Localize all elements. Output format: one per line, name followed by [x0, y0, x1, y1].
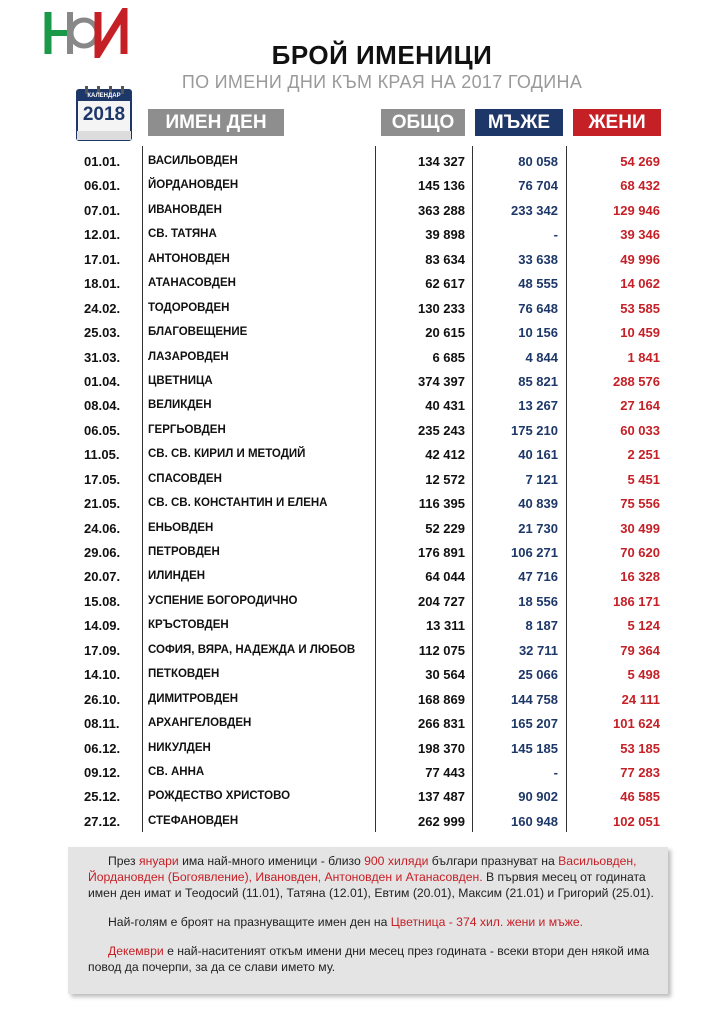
row-name: ЕНЬОВДЕН: [148, 521, 214, 534]
table-row: [0, 517, 724, 541]
table-row: [0, 272, 724, 296]
row-total: 42 412: [425, 447, 465, 463]
row-women: 77 283: [620, 764, 660, 780]
page-title: БРОЙ ИМЕНИЦИ: [271, 40, 493, 70]
row-name: СОФИЯ, ВЯРА, НАДЕЖДА И ЛЮБОВ: [148, 643, 356, 656]
row-name: ТОДОРОВДЕН: [148, 301, 230, 314]
row-name: ВЕЛИКДЕН: [148, 399, 212, 412]
row-name: СВ. СВ. КОНСТАНТИН И ЕЛЕНА: [148, 497, 328, 510]
row-date: 17.09.: [84, 642, 121, 658]
note-highlight: Декември: [108, 944, 164, 958]
row-date: 08.11.: [84, 716, 120, 732]
row-total: 30 564: [425, 667, 465, 683]
row-women: 5 124: [627, 618, 660, 634]
note-highlight: 900 хиляди: [364, 854, 429, 868]
row-date: 06.01.: [84, 178, 121, 194]
row-total: 6 685: [432, 349, 465, 365]
row-men: 18 556: [518, 593, 558, 609]
row-date: 26.10.: [84, 691, 121, 707]
row-men: 76 648: [518, 300, 558, 316]
row-men: -: [553, 227, 558, 243]
row-total: 62 617: [425, 276, 465, 292]
row-name: ЙОРДАНОВДЕН: [148, 179, 239, 192]
row-total: 134 327: [418, 154, 465, 169]
table-row: [0, 394, 724, 418]
row-total: 374 397: [418, 373, 465, 389]
row-name: ИЛИНДЕН: [148, 570, 206, 583]
row-total: 204 727: [418, 593, 465, 609]
table-row: [0, 346, 724, 370]
row-date: 21.05.: [84, 496, 121, 512]
table-row: [0, 565, 724, 589]
row-men: 47 716: [518, 569, 558, 585]
row-women: 101 624: [613, 716, 660, 732]
notes-box: [68, 847, 668, 994]
row-women: 5 451: [627, 471, 660, 487]
row-name: ВАСИЛЬОВДЕН: [148, 155, 238, 167]
row-date: 06.12.: [84, 740, 121, 756]
row-men: 80 058: [518, 154, 558, 169]
row-total: 20 615: [425, 325, 465, 341]
row-women: 49 996: [620, 251, 660, 267]
row-date: 20.07.: [84, 569, 121, 585]
table-row: [0, 541, 724, 565]
row-date: 29.06.: [84, 545, 121, 560]
row-women: 10 459: [620, 325, 660, 341]
row-women: 70 620: [620, 545, 660, 560]
table-row: [0, 639, 724, 663]
row-name: АРХАНГЕЛОВДЕН: [148, 717, 252, 730]
row-total: 12 572: [425, 471, 465, 487]
row-men: 90 902: [518, 789, 558, 805]
row-name: КРЪСТОВДЕН: [148, 619, 229, 632]
table-row: [0, 174, 724, 198]
row-total: 363 288: [418, 202, 465, 218]
row-date: 01.04.: [84, 373, 121, 389]
row-women: 27 164: [620, 398, 660, 414]
row-men: 76 704: [518, 178, 558, 194]
column-header-women: ЖЕНИ: [573, 109, 661, 136]
row-name: ЛАЗАРОВДЕН: [148, 350, 229, 363]
column-header-men: МЪЖЕ: [475, 109, 563, 136]
row-date: 01.01.: [84, 154, 121, 169]
row-women: 68 432: [620, 178, 660, 194]
row-date: 12.01.: [84, 227, 121, 243]
row-date: 18.01.: [84, 276, 121, 292]
table-row: [0, 223, 724, 247]
row-name: СВ. АННА: [148, 765, 205, 778]
row-women: 14 062: [620, 276, 660, 292]
row-total: 262 999: [418, 813, 465, 829]
row-total: 176 891: [418, 545, 465, 560]
row-date: 07.01.: [84, 202, 121, 218]
row-name: ДИМИТРОВДЕН: [148, 692, 239, 705]
calendar-label: КАЛЕНДАР: [87, 93, 121, 99]
row-date: 15.08.: [84, 593, 121, 609]
note-paragraph: [88, 943, 654, 975]
row-date: 14.09.: [84, 618, 121, 634]
note-text: е най-наситеният откъм имени дни месец през годината - всеки втори ден някой има повод да почерпи, за да се слави името му.: [88, 944, 650, 974]
row-total: 77 443: [425, 764, 465, 780]
row-men: 21 730: [518, 520, 558, 536]
row-name: ПЕТКОВДЕН: [148, 668, 220, 681]
row-name: НИКУЛДЕН: [148, 741, 211, 754]
row-women: 75 556: [620, 496, 660, 512]
calendar-year: 2018: [82, 104, 126, 125]
row-women: 53 185: [620, 740, 660, 756]
row-women: 30 499: [620, 520, 660, 536]
table-row: [0, 321, 724, 345]
row-men: 145 185: [511, 740, 558, 756]
row-total: 235 243: [418, 422, 465, 438]
row-total: 39 898: [425, 227, 465, 243]
row-date: 27.12.: [84, 813, 121, 829]
table-row: [0, 785, 724, 809]
row-women: 288 576: [613, 373, 660, 389]
row-men: 33 638: [518, 251, 558, 267]
row-men: 10 156: [518, 325, 558, 341]
row-women: 54 269: [620, 154, 660, 169]
row-men: 32 711: [518, 642, 558, 658]
row-date: 09.12.: [84, 764, 121, 780]
row-men: 40 161: [518, 447, 558, 463]
note-highlight: Цветница - 374 хил. жени и мъже.: [390, 915, 584, 929]
row-women: 102 051: [613, 813, 660, 829]
row-total: 40 431: [425, 398, 465, 414]
table-row: [0, 761, 724, 785]
row-women: 186 171: [613, 593, 660, 609]
row-total: 198 370: [418, 740, 465, 756]
row-men: -: [553, 764, 558, 780]
row-name: СПАСОВДЕН: [148, 472, 222, 485]
page-subtitle: ПО ИМЕНИ ДНИ КЪМ КРАЯ НА 2017 ГОДИНА: [181, 72, 583, 92]
note-highlight: януари: [139, 854, 179, 868]
row-date: 24.06.: [84, 520, 121, 536]
row-women: 1 841: [627, 349, 660, 365]
row-men: 144 758: [511, 691, 558, 707]
row-total: 137 487: [418, 789, 465, 805]
table-row: [0, 810, 724, 834]
row-women: 53 585: [620, 300, 660, 316]
row-women: 5 498: [627, 667, 660, 683]
table-row: [0, 297, 724, 321]
row-name: ЦВЕТНИЦА: [148, 374, 213, 387]
note-highlight: Васильовден, Йордановден (Богоявление), Ивановден, Антоновден и Атанасовден.: [88, 854, 637, 884]
table-row: [0, 199, 724, 223]
row-women: 129 946: [613, 202, 660, 218]
table-row: [0, 443, 724, 467]
row-date: 11.05.: [84, 447, 120, 463]
row-women: 2 251: [627, 447, 660, 463]
row-name: ГЕРГЬОВДЕН: [148, 423, 226, 436]
row-total: 64 044: [425, 569, 465, 585]
row-date: 25.12.: [84, 789, 121, 805]
row-women: 16 328: [620, 569, 660, 585]
row-women: 79 364: [620, 642, 660, 658]
note-text: Най-голям е броят на празнуващите имен ден на: [108, 915, 391, 929]
calendar-icon: [75, 86, 133, 142]
table-row: [0, 614, 724, 638]
row-date: 24.02.: [84, 300, 121, 316]
row-name: СТЕФАНОВДЕН: [148, 814, 239, 827]
row-name: АНТОНОВДЕН: [148, 252, 230, 265]
row-date: 17.01.: [84, 251, 121, 267]
row-men: 165 207: [511, 716, 558, 732]
row-total: 130 233: [418, 300, 465, 316]
row-men: 106 271: [511, 545, 558, 560]
table-row: [0, 688, 724, 712]
note-paragraph: [88, 853, 654, 901]
row-name: ПЕТРОВДЕН: [148, 546, 220, 558]
row-date: 06.05.: [84, 422, 121, 438]
row-men: 160 948: [511, 813, 558, 829]
row-men: 233 342: [511, 202, 558, 218]
table-row: [0, 468, 724, 492]
note-text: българи празнуват на: [428, 854, 559, 868]
table-row: [0, 492, 724, 516]
row-men: 8 187: [525, 618, 558, 634]
row-name: РОЖДЕСТВО ХРИСТОВО: [148, 790, 291, 803]
row-men: 48 555: [518, 276, 558, 292]
row-total: 52 229: [425, 520, 465, 536]
row-men: 40 839: [518, 496, 558, 512]
row-name: ИВАНОВДЕН: [148, 203, 222, 216]
table-row: [0, 737, 724, 761]
row-total: 83 634: [425, 251, 465, 267]
name-days-table: [0, 150, 724, 834]
row-men: 7 121: [525, 471, 558, 487]
row-total: 13 311: [425, 618, 465, 634]
row-name: АТАНАСОВДЕН: [148, 277, 236, 290]
row-name: СВ. СВ. КИРИЛ И МЕТОДИЙ: [148, 448, 306, 461]
row-date: 17.05.: [84, 471, 121, 487]
table-row: [0, 150, 724, 174]
row-date: 25.03.: [84, 325, 121, 341]
row-men: 13 267: [518, 398, 558, 414]
note-text: има най-много именици - близо: [178, 854, 365, 868]
table-row: [0, 663, 724, 687]
row-total: 116 395: [418, 496, 465, 512]
table-row: [0, 370, 724, 394]
column-header-name: ИМЕН ДЕН: [148, 109, 284, 136]
note-text: В първия месец от годината имен ден имат и Теодосий (11.01), Татяна (12.01), Евтим (20.01), Максим (21.01) и Григорий (25.01).: [88, 870, 654, 900]
row-date: 31.03.: [84, 349, 121, 365]
table-row: [0, 419, 724, 443]
note-text: През: [108, 854, 140, 868]
row-women: 46 585: [620, 789, 660, 805]
row-women: 60 033: [620, 422, 660, 438]
row-men: 175 210: [511, 422, 558, 438]
row-total: 168 869: [418, 691, 465, 707]
row-women: 24 111: [621, 691, 660, 707]
row-men: 85 821: [518, 373, 558, 389]
table-row: [0, 590, 724, 614]
row-men: 25 066: [518, 667, 558, 683]
row-women: 39 346: [620, 227, 660, 243]
row-name: БЛАГОВЕЩЕНИЕ: [148, 326, 248, 339]
row-date: 14.10.: [84, 667, 121, 683]
row-name: УСПЕНИЕ БОГОРОДИЧНО: [148, 594, 298, 607]
column-header-total: ОБЩО: [381, 109, 465, 136]
row-total: 266 831: [418, 716, 465, 732]
row-total: 145 136: [418, 178, 465, 194]
table-row: [0, 712, 724, 736]
row-total: 112 075: [418, 642, 465, 658]
row-men: 4 844: [525, 349, 558, 365]
table-row: [0, 248, 724, 272]
row-name: СВ. ТАТЯНА: [148, 228, 217, 241]
note-paragraph: [88, 914, 654, 930]
row-date: 08.04.: [84, 398, 121, 414]
